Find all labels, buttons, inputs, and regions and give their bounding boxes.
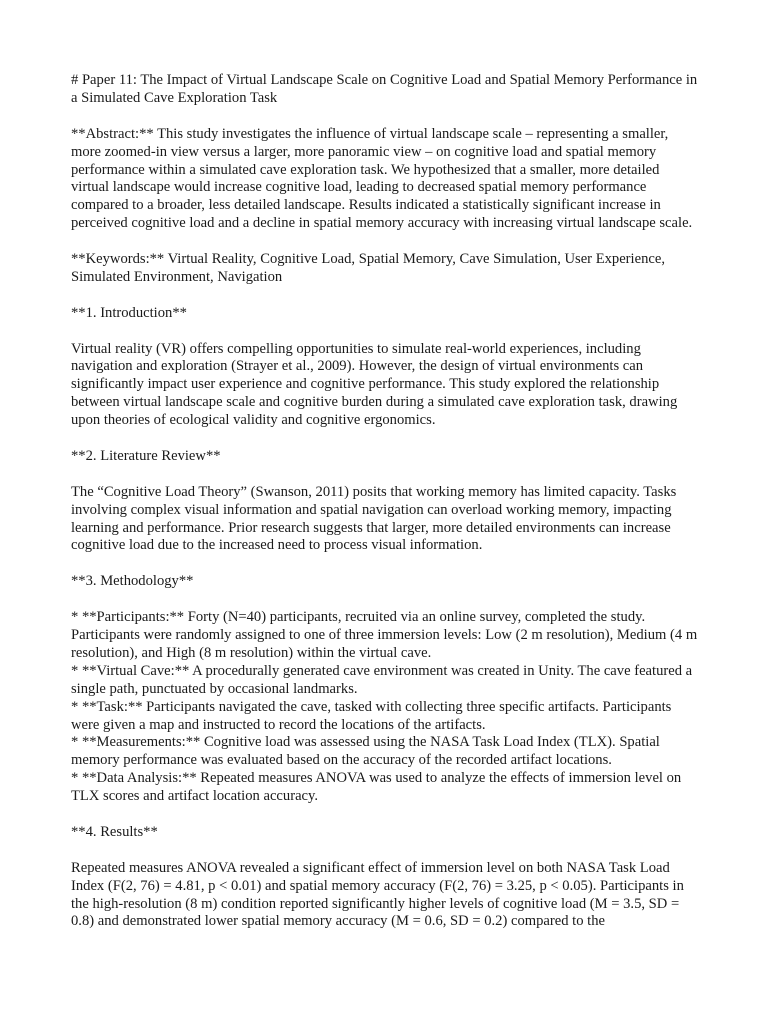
paper-title: # Paper 11: The Impact of Virtual Landscape Scale on Cognitive Load and Spatial Memory Performance in a Simulated Cave Exploration Task [71,72,698,106]
introduction-heading: **1. Introduction** [71,304,187,321]
methodology-heading: **3. Methodology** [71,573,194,590]
methodology-item-data-analysis: * **Data Analysis:** Repeated measures ANOVA was used to analyze the effects of immersion level on TLX scores and artifact location accuracy. [71,770,682,805]
introduction-body: Virtual reality (VR) offers compelling opportunities to simulate real-world experiences, including navigation and exploration (Strayer et al., 2009). However, the design of virtual environments can significantly impact user experience and cognitive performance. This study explored the relationship between virtual landscape scale and cognitive burden during a simulated cave exploration task, drawing upon theories of ecological validity and cognitive ergonomics. [71,340,678,429]
methodology-item-participants: * **Participants:** Forty (N=40) participants, recruited via an online survey, completed the study. Participants were randomly assigned to one of three immersion levels: Low (2 m resolution), Medium (4 m resolution), and High (8 m resolution) within the virtual cave. [71,609,698,661]
methodology-item-measurements: * **Measurements:** Cognitive load was assessed using the NASA Task Load Index (TLX). Spatial memory performance was evaluated based on the accuracy of the recorded artifact locations. [71,734,660,769]
methodology-list [71,609,701,806]
results-heading: **4. Results** [71,823,158,840]
literature-review-heading: **2. Literature Review** [71,447,221,464]
results-body: Repeated measures ANOVA revealed a significant effect of immersion level on both NASA Task Load Index (F(2, 76) = 4.81, p < 0.01) and spatial memory accuracy (F(2, 76) = 3.25, p < 0.05). Participants in the high-resolution (8 m) condition reported significantly higher levels of cognitive load (M = 3.5, SD = 0.8) and demonstrated lower spatial memory accuracy (M = 0.6, SD = 0.2) compared to the [71,859,684,930]
keywords: **Keywords:** Virtual Reality, Cognitive Load, Spatial Memory, Cave Simulation, User Experience, Simulated Environment, Navigation [71,251,665,285]
literature-review-body: The “Cognitive Load Theory” (Swanson, 2011) posits that working memory has limited capacity. Tasks involving complex visual information and spatial navigation can overload working memory, impacting learning and performance. Prior research suggests that larger, more detailed environments can increase cognitive load due to the increased need to process visual information. [71,483,677,554]
abstract: **Abstract:** This study investigates the influence of virtual landscape scale – representing a smaller, more zoomed-in view versus a larger, more panoramic view – on cognitive load and spatial memory performance within a simulated cave exploration task. We hypothesized that a smaller, more detailed virtual landscape would increase cognitive load, leading to decreased spatial memory performance compared to a broader, less detailed landscape. Results indicated a statistically significant increase in perceived cognitive load and a decline in spatial memory accuracy with increasing virtual landscape scale. [71,125,693,232]
paper-page [71,72,701,949]
methodology-item-virtual-cave: * **Virtual Cave:** A procedurally generated cave environment was created in Unity. The cave featured a single path, punctuated by occasional landmarks. [71,662,693,697]
methodology-item-task: * **Task:** Participants navigated the cave, tasked with collecting three specific artifacts. Participants were given a map and instructed to record the locations of the artifacts. [71,698,672,733]
